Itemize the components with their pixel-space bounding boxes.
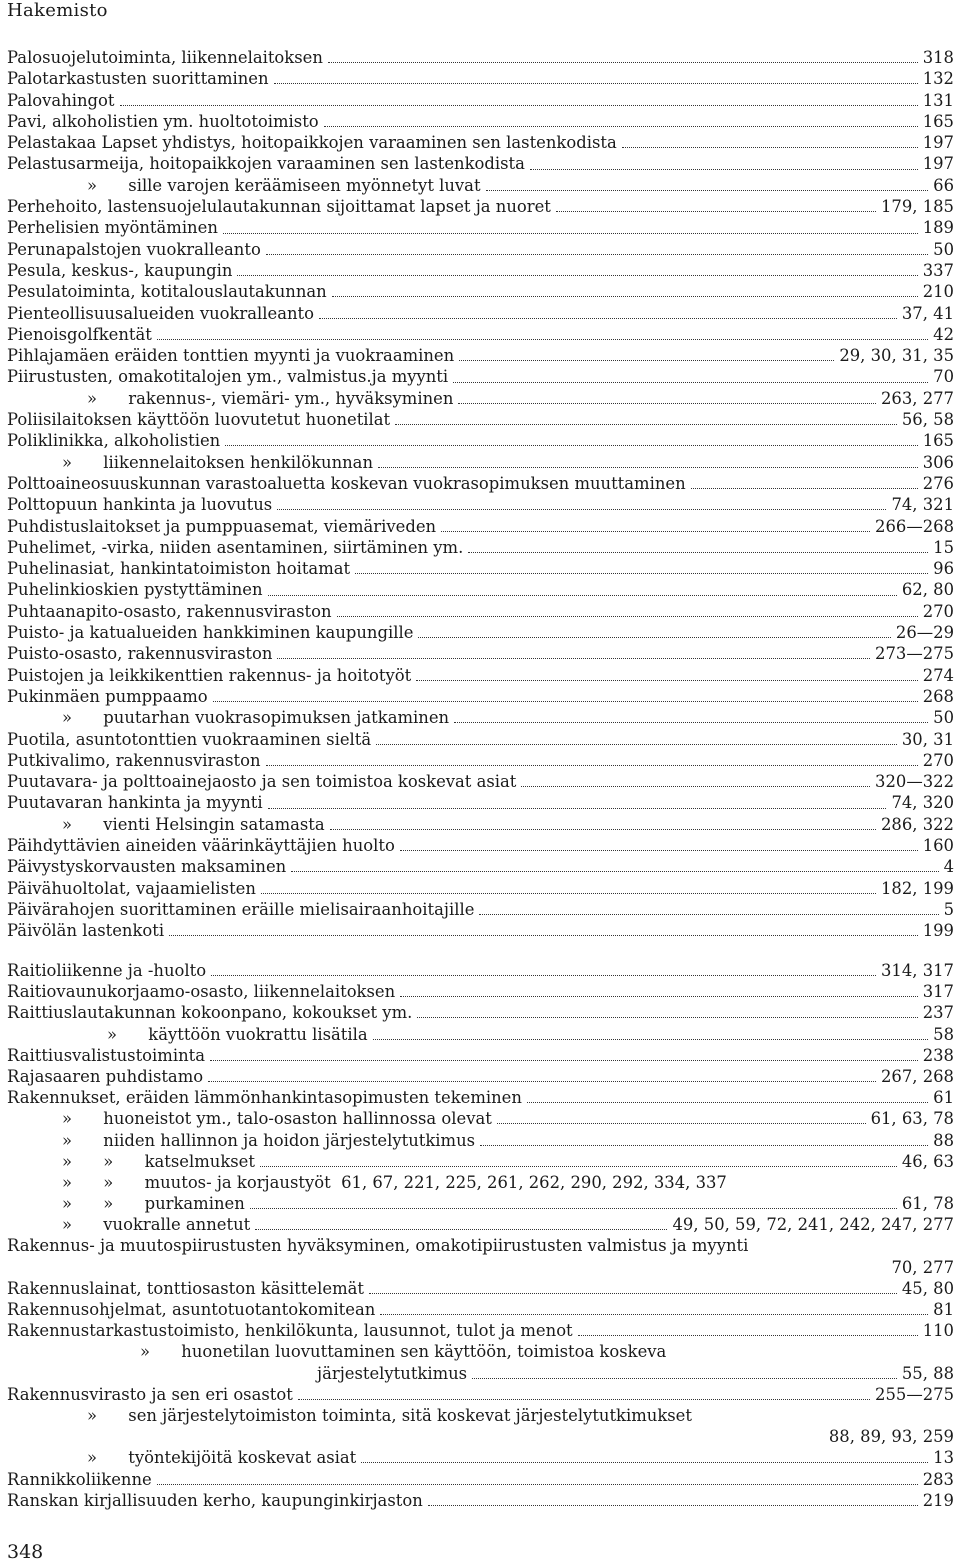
dot-leader xyxy=(274,83,918,84)
dot-leader xyxy=(468,552,928,553)
entry-pages: 283 xyxy=(922,1469,954,1489)
entry-pages: 61 xyxy=(933,1088,954,1108)
entry-text: Puutavara- ja polttoainejaosto ja sen toimistoa koskevat asiat xyxy=(7,772,517,792)
index-entry xyxy=(7,1257,954,1278)
dot-leader xyxy=(454,722,928,723)
entry-text: Raitiovaunukorjaamo-osasto, liikennelaitoksen xyxy=(7,982,396,1002)
entry-pages: 37, 41 xyxy=(901,303,954,323)
entry-text: » työntekijöitä koskevat asiat xyxy=(87,1448,357,1468)
entry-pages: 66 xyxy=(933,175,954,195)
index-entry xyxy=(7,1214,954,1235)
dot-leader xyxy=(298,1399,870,1400)
entry-pages: 29, 30, 31, 35 xyxy=(839,346,954,366)
dot-leader xyxy=(169,935,918,936)
entry-pages: 320—322 xyxy=(875,772,954,792)
index-section-r xyxy=(7,960,954,1511)
entry-text: » sille varojen keräämiseen myönnetyt luvat xyxy=(87,175,481,195)
dot-leader xyxy=(378,467,918,468)
entry-pages: 255—275 xyxy=(875,1384,954,1404)
dot-leader xyxy=(480,1145,928,1146)
dot-leader xyxy=(223,233,918,234)
dot-leader xyxy=(479,914,938,915)
entry-pages: 88, 89, 93, 259 xyxy=(828,1427,954,1447)
entry-pages: 268 xyxy=(922,686,954,706)
index-entry xyxy=(7,899,954,920)
entry-pages: 318 xyxy=(922,48,954,67)
entry-text: Pihlajamäen eräiden tonttien myynti ja vuokraaminen xyxy=(7,346,455,366)
index-entry xyxy=(7,324,954,345)
entry-pages: 337 xyxy=(922,260,954,280)
entry-text: Puistojen ja leikkikenttien rakennus- ja hoitotyöt xyxy=(7,665,412,685)
index-entry xyxy=(7,601,954,622)
index-entry xyxy=(7,622,954,643)
dot-leader xyxy=(373,1039,929,1040)
entry-pages: 4 xyxy=(943,857,954,877)
index-entry xyxy=(7,111,954,132)
index-entry xyxy=(7,537,954,558)
dot-leader xyxy=(355,573,928,574)
dot-leader xyxy=(268,808,887,809)
index-entry xyxy=(7,878,954,899)
dot-leader xyxy=(291,871,938,872)
dot-leader xyxy=(418,637,890,638)
dot-leader xyxy=(530,169,918,170)
entry-text: Piirustusten, omakotitalojen ym., valmistus.ja myynti xyxy=(7,367,449,387)
entry-pages: 50 xyxy=(933,239,954,259)
entry-pages: 49, 50, 59, 72, 241, 242, 247, 277 xyxy=(672,1215,954,1235)
dot-leader xyxy=(337,616,918,617)
entry-text: Perhehoito, lastensuojelulautakunnan sijoittamat lapset ja nuoret xyxy=(7,197,551,217)
entry-text: Rakennustarkastustoimisto, henkilökunta, lausunnot, tulot ja menot xyxy=(7,1321,573,1341)
entry-pages: 74, 320 xyxy=(891,793,954,813)
dot-leader xyxy=(441,531,870,532)
entry-pages: 197 xyxy=(922,154,954,174)
entry-pages: 62, 80 xyxy=(901,580,954,600)
entry-pages: 165 xyxy=(922,431,954,451)
entry-pages: 15 xyxy=(933,537,954,557)
index-entry xyxy=(7,920,954,941)
index-entry xyxy=(7,1469,954,1490)
index-entry xyxy=(7,494,954,515)
index-entry xyxy=(7,1341,954,1362)
entry-pages: 45, 80 xyxy=(901,1278,954,1298)
entry-text: Putkivalimo, rakennusviraston xyxy=(7,750,261,770)
index-entry xyxy=(7,814,954,835)
index-entry xyxy=(7,1045,954,1066)
entry-text: Pavi, alkoholistien ym. huoltotoimisto xyxy=(7,111,319,131)
dot-leader xyxy=(328,62,918,63)
index-entry xyxy=(7,1108,954,1129)
dot-leader xyxy=(255,1229,667,1230)
dot-leader xyxy=(225,445,917,446)
entry-pages: 286, 322 xyxy=(881,814,954,834)
entry-text: Pukinmäen pumppaamo xyxy=(7,686,208,706)
dot-leader xyxy=(416,680,917,681)
index-entry xyxy=(7,707,954,728)
dot-leader xyxy=(157,339,928,340)
entry-text: Päivähuoltolat, vajaamielisten xyxy=(7,878,256,898)
entry-text: Perhelisien myöntäminen xyxy=(7,218,218,238)
entry-pages: 237 xyxy=(922,1003,954,1023)
entry-text: Poliklinikka, alkoholistien xyxy=(7,431,221,451)
entry-pages: 5 xyxy=(943,899,954,919)
dot-leader xyxy=(266,765,918,766)
index-entry xyxy=(7,281,954,302)
index-entry xyxy=(7,366,954,387)
entry-text: » puutarhan vuokrasopimuksen jatkaminen xyxy=(62,708,450,728)
entry-pages: 270 xyxy=(922,750,954,770)
dot-leader xyxy=(261,893,876,894)
page-number: 348 xyxy=(7,1541,44,1563)
entry-pages: 30, 31 xyxy=(901,729,954,749)
index-entry xyxy=(7,1235,954,1256)
entry-text: Palovahingot xyxy=(7,90,115,110)
dot-leader xyxy=(210,1060,918,1061)
entry-pages: 88 xyxy=(933,1130,954,1150)
dot-leader xyxy=(380,1314,928,1315)
entry-pages: 61, 63, 78 xyxy=(870,1109,954,1129)
index-entry xyxy=(7,473,954,494)
dot-leader xyxy=(319,318,897,319)
dot-leader xyxy=(277,658,870,659)
page-header: Hakemisto xyxy=(7,0,108,21)
entry-text: Pelastakaa Lapset yhdistys, hoitopaikkojen varaaminen sen lastenkodista xyxy=(7,133,617,153)
entry-text: Puutavaran hankinta ja myynti xyxy=(7,793,263,813)
dot-leader xyxy=(691,488,918,489)
dot-leader xyxy=(120,105,918,106)
entry-pages: 189 xyxy=(922,218,954,238)
entry-pages: 273—275 xyxy=(875,644,954,664)
entry-text: Pesulatoiminta, kotitalouslautakunnan xyxy=(7,282,327,302)
entry-pages: 263, 277 xyxy=(881,388,954,408)
entry-pages: 55, 88 xyxy=(901,1363,954,1383)
index-entry xyxy=(7,345,954,366)
dot-leader xyxy=(250,1208,897,1209)
entry-pages: 276 xyxy=(922,473,954,493)
index-entry xyxy=(7,856,954,877)
entry-text: Päivölän lastenkoti xyxy=(7,921,165,941)
index-entry xyxy=(7,643,954,664)
dot-leader xyxy=(395,424,897,425)
entry-pages: 274 xyxy=(922,665,954,685)
entry-pages: 13 xyxy=(933,1448,954,1468)
dot-leader xyxy=(260,1166,897,1167)
entry-text: Polttopuun hankinta ja luovutus xyxy=(7,495,273,515)
index-entry xyxy=(7,303,954,324)
entry-text: » » muutos- ja korjaustyöt 61, 67, 221, 225, 261, 262, 290, 292, 334, 337 xyxy=(62,1172,727,1192)
dot-leader xyxy=(237,275,917,276)
entry-pages: 96 xyxy=(933,559,954,579)
index-entry xyxy=(7,217,954,238)
index-entry xyxy=(7,260,954,281)
entry-text: Päivystyskorvausten maksaminen xyxy=(7,857,287,877)
dot-leader xyxy=(268,595,897,596)
index-entry xyxy=(7,175,954,196)
entry-pages: 61, 78 xyxy=(901,1194,954,1214)
entry-pages: 182, 199 xyxy=(881,878,954,898)
entry-text: Rajasaaren puhdistamo xyxy=(7,1066,204,1086)
dot-leader xyxy=(400,850,918,851)
entry-text: Puhtaanapito-osasto, rakennusviraston xyxy=(7,601,332,621)
dot-leader xyxy=(332,296,918,297)
index-entry xyxy=(7,1193,954,1214)
entry-text: » käyttöön vuokrattu lisätila xyxy=(107,1024,368,1044)
index-entry xyxy=(7,239,954,260)
entry-text: Päihdyttävien aineiden väärinkäyttäjien huolto xyxy=(7,835,395,855)
index-entry xyxy=(7,1426,954,1447)
dot-leader xyxy=(428,1505,918,1506)
entry-pages: 110 xyxy=(922,1321,954,1341)
entry-text: Raitioliikenne ja -huolto xyxy=(7,961,207,980)
entry-pages: 270 xyxy=(922,601,954,621)
index-entry xyxy=(7,579,954,600)
index-entry xyxy=(7,68,954,89)
entry-text: Puisto-osasto, rakennusviraston xyxy=(7,644,273,664)
entry-text: Puhdistuslaitokset ja pumppuasemat, viemäriveden xyxy=(7,516,437,536)
entry-text: » sen järjestelytoimiston toiminta, sitä koskevat järjestelytutkimukset xyxy=(87,1405,692,1425)
index-entry xyxy=(7,1447,954,1468)
index-entry xyxy=(7,1278,954,1299)
index-entry xyxy=(7,516,954,537)
entry-text: » vienti Helsingin satamasta xyxy=(62,814,325,834)
entry-pages: 238 xyxy=(922,1045,954,1065)
dot-leader xyxy=(527,1102,928,1103)
entry-pages: 70, 277 xyxy=(891,1257,954,1277)
entry-text: » vuokralle annetut xyxy=(62,1215,251,1235)
dot-leader xyxy=(459,360,834,361)
entry-text: Puhelinasiat, hankintatoimiston hoitamat xyxy=(7,559,351,579)
entry-pages: 131 xyxy=(922,90,954,110)
entry-text: Poliisilaitoksen käyttöön luovutetut huonetilat xyxy=(7,410,391,430)
dot-leader xyxy=(266,254,928,255)
entry-text: Puhelimet, -virka, niiden asentaminen, siirtäminen ym. xyxy=(7,537,464,557)
index-entry xyxy=(7,1299,954,1320)
dot-leader xyxy=(376,744,897,745)
entry-text: » huonetilan luovuttaminen sen käyttöön, toimistoa koskeva xyxy=(140,1342,667,1362)
entry-pages: 267, 268 xyxy=(881,1066,954,1086)
dot-leader xyxy=(486,190,929,191)
entry-text: Rannikkoliikenne xyxy=(7,1469,152,1489)
dot-leader xyxy=(211,975,876,976)
entry-text: Raittiusvalistustoiminta xyxy=(7,1045,205,1065)
entry-pages: 46, 63 xyxy=(901,1151,954,1171)
index-entry xyxy=(7,1024,954,1045)
entry-text: » huoneistot ym., talo-osaston hallinnossa olevat xyxy=(62,1109,492,1129)
index-entry xyxy=(7,132,954,153)
index-entry xyxy=(7,1130,954,1151)
index-entry xyxy=(7,388,954,409)
dot-leader xyxy=(497,1123,866,1124)
index-entry xyxy=(7,47,954,68)
index-entry xyxy=(7,960,954,981)
dot-leader xyxy=(361,1462,928,1463)
entry-pages: 199 xyxy=(922,921,954,941)
entry-pages: 197 xyxy=(922,133,954,153)
entry-text: Päivärahojen suorittaminen eräille mielisairaanhoitajille xyxy=(7,899,475,919)
entry-text: » » purkaminen xyxy=(62,1194,245,1214)
entry-text: Rakennukset, eräiden lämmönhankintasopimusten tekeminen xyxy=(7,1088,522,1108)
dot-leader xyxy=(417,1017,917,1018)
index-entry xyxy=(7,452,954,473)
entry-text: Perunapalstojen vuokralleanto xyxy=(7,239,261,259)
dot-leader xyxy=(521,786,870,787)
index-entry xyxy=(7,153,954,174)
entry-pages: 74, 321 xyxy=(891,495,954,515)
dot-leader xyxy=(208,1081,876,1082)
index-entry xyxy=(7,981,954,1002)
index-entry xyxy=(7,1066,954,1087)
entry-pages: 26—29 xyxy=(895,623,954,643)
entry-text: Puotila, asuntotonttien vuokraaminen sieltä xyxy=(7,729,372,749)
index-entry xyxy=(7,1405,954,1426)
index-entry xyxy=(7,1002,954,1023)
dot-leader xyxy=(157,1484,918,1485)
entry-text: » niiden hallinnon ja hoidon järjestelytutkimus xyxy=(62,1130,476,1150)
entry-pages: 317 xyxy=(922,982,954,1002)
dot-leader xyxy=(472,1378,897,1379)
index-entry xyxy=(7,1087,954,1108)
dot-leader xyxy=(400,996,918,997)
entry-text: Pesula, keskus-, kaupungin xyxy=(7,260,233,280)
index-entry xyxy=(7,729,954,750)
entry-text: Ranskan kirjallisuuden kerho, kaupunginkirjaston xyxy=(7,1490,423,1510)
entry-pages: 210 xyxy=(922,282,954,302)
entry-pages: 160 xyxy=(922,835,954,855)
index-entry xyxy=(7,409,954,430)
index-section-p xyxy=(7,47,954,941)
entry-text: Rakennuslainat, tonttiosaston käsittelemät xyxy=(7,1278,364,1298)
entry-text: Rakennusohjelmat, asuntotuotantokomitean xyxy=(7,1300,376,1319)
entry-text: Pienoisgolfkentät xyxy=(7,324,152,344)
entry-pages: 58 xyxy=(933,1024,954,1044)
entry-pages: 50 xyxy=(933,708,954,728)
index-entry xyxy=(7,835,954,856)
entry-pages: 132 xyxy=(922,69,954,89)
entry-pages: 179, 185 xyxy=(881,197,954,217)
entry-pages: 266—268 xyxy=(875,516,954,536)
index-entry xyxy=(7,196,954,217)
index-entry xyxy=(7,665,954,686)
index-entry xyxy=(7,90,954,111)
entry-text: Pienteollisuusalueiden vuokralleanto xyxy=(7,303,315,323)
index-entry xyxy=(7,1151,954,1172)
index-entry xyxy=(7,1363,954,1384)
dot-leader xyxy=(324,126,918,127)
entry-text: Polttoaineosuuskunnan varastoaluetta koskevan vuokrasopimuksen muuttaminen xyxy=(7,473,686,493)
entry-text: järjestelytutkimus xyxy=(317,1363,468,1383)
dot-leader xyxy=(277,509,886,510)
dot-leader xyxy=(578,1335,918,1336)
entry-text: » » katselmukset xyxy=(62,1151,255,1171)
dot-leader xyxy=(213,701,918,702)
index-entry xyxy=(7,1490,954,1511)
entry-pages: 219 xyxy=(922,1490,954,1510)
dot-leader xyxy=(556,211,876,212)
entry-pages: 42 xyxy=(933,324,954,344)
index-entry xyxy=(7,1384,954,1405)
dot-leader xyxy=(369,1293,897,1294)
entry-text: Rakennus- ja muutospiirustusten hyväksyminen, omakotipiirustusten valmistus ja myynti xyxy=(7,1236,749,1256)
dot-leader xyxy=(622,147,918,148)
index-entry xyxy=(7,558,954,579)
entry-pages: 165 xyxy=(922,111,954,131)
index-entry xyxy=(7,1172,954,1193)
dot-leader xyxy=(330,829,876,830)
entry-pages: 314, 317 xyxy=(881,961,954,980)
index-entry xyxy=(7,1320,954,1341)
dot-leader xyxy=(453,382,928,383)
index-entry xyxy=(7,686,954,707)
entry-text: Puhelinkioskien pystyttäminen xyxy=(7,580,263,600)
entry-text: » rakennus-, viemäri- ym., hyväksyminen xyxy=(87,388,454,408)
entry-pages: 70 xyxy=(933,367,954,387)
index-entry xyxy=(7,430,954,451)
entry-pages: 306 xyxy=(922,452,954,472)
entry-text: Puisto- ja katualueiden hankkiminen kaupungille xyxy=(7,623,414,643)
entry-text: » liikennelaitoksen henkilökunnan xyxy=(62,452,374,472)
index-entry xyxy=(7,792,954,813)
entry-text: Palosuojelutoiminta, liikennelaitoksen xyxy=(7,48,323,67)
dot-leader xyxy=(458,403,876,404)
entry-pages: 56, 58 xyxy=(901,410,954,430)
entry-text: Raittiuslautakunnan kokoonpano, kokoukset ym. xyxy=(7,1003,413,1023)
entry-text: Palotarkastusten suorittaminen xyxy=(7,69,269,89)
entry-text: Pelastusarmeija, hoitopaikkojen varaaminen sen lastenkodista xyxy=(7,154,525,174)
entry-text: Rakennusvirasto ja sen eri osastot xyxy=(7,1384,293,1404)
index-entry xyxy=(7,771,954,792)
entry-pages: 81 xyxy=(933,1300,954,1319)
index-entry xyxy=(7,750,954,771)
